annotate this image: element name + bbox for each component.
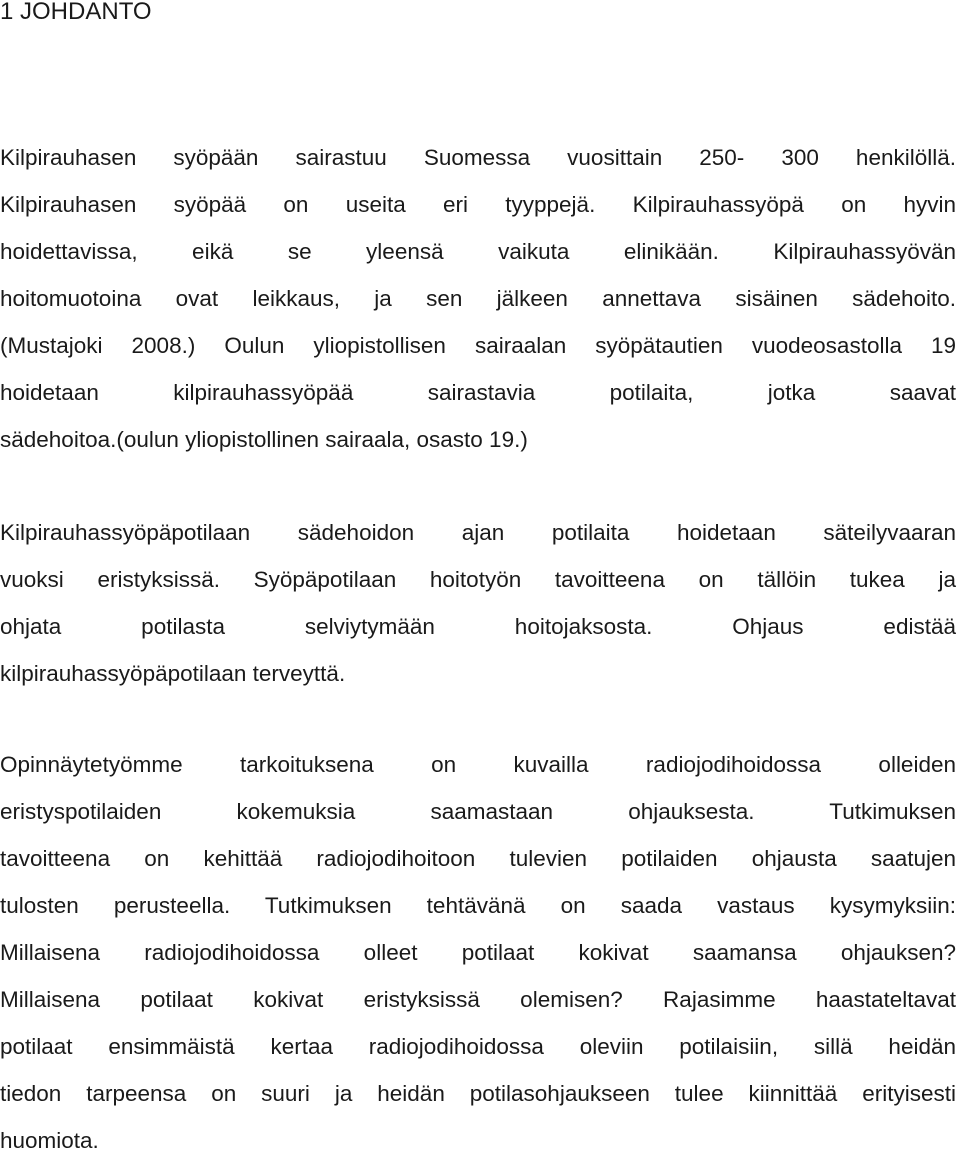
text-line: hoidettavissa, eikä se yleensä vaikuta elinikään. Kilpirauhassyövän bbox=[0, 239, 956, 264]
text-line: potilaat ensimmäistä kertaa radiojodihoidossa oleviin potilaisiin, sillä heidän bbox=[0, 1034, 956, 1059]
text-line: huomiota. bbox=[0, 1128, 99, 1153]
text-line: Millaisena radiojodihoidossa olleet potilaat kokivat saamansa ohjauksen? bbox=[0, 940, 956, 965]
paragraph-thesis-purpose bbox=[0, 741, 956, 1164]
text-line: tavoitteena on kehittää radiojodihoitoon tulevien potilaiden ohjausta saatujen bbox=[0, 846, 956, 871]
text-line: Kilpirauhassyöpäpotilaan sädehoidon ajan potilaita hoidetaan säteilyvaaran bbox=[0, 520, 956, 545]
text-line: Millaisena potilaat kokivat eristyksissä olemisen? Rajasimme haastateltavat bbox=[0, 987, 956, 1012]
paragraph-treatment bbox=[0, 509, 956, 697]
paragraph-introduction bbox=[0, 134, 956, 463]
text-line: tulosten perusteella. Tutkimuksen tehtävänä on saada vastaus kysymyksiin: bbox=[0, 893, 956, 918]
chapter-heading: 1 JOHDANTO bbox=[0, 0, 152, 25]
text-line: eristyspotilaiden kokemuksia saamastaan ohjauksesta. Tutkimuksen bbox=[0, 799, 956, 824]
text-line: kilpirauhassyöpäpotilaan terveyttä. bbox=[0, 661, 346, 686]
text-line: hoidetaan kilpirauhassyöpää sairastavia potilaita, jotka saavat bbox=[0, 380, 956, 405]
text-line: sädehoitoa.(oulun yliopistollinen sairaala, osasto 19.) bbox=[0, 427, 528, 452]
text-line: ohjata potilasta selviytymään hoitojaksosta. Ohjaus edistää bbox=[0, 614, 956, 639]
text-line: vuoksi eristyksissä. Syöpäpotilaan hoitotyön tavoitteena on tällöin tukea ja bbox=[0, 567, 956, 592]
text-line: Kilpirauhasen syöpään sairastuu Suomessa vuosittain 250- 300 henkilöllä. bbox=[0, 145, 956, 170]
text-line: tiedon tarpeensa on suuri ja heidän potilasohjaukseen tulee kiinnittää erityisesti bbox=[0, 1081, 956, 1106]
text-line: Opinnäytetyömme tarkoituksena on kuvailla radiojodihoidossa olleiden bbox=[0, 752, 956, 777]
text-line: (Mustajoki 2008.) Oulun yliopistollisen sairaalan syöpätautien vuodeosastolla 19 bbox=[0, 333, 956, 358]
text-line: hoitomuotoina ovat leikkaus, ja sen jälkeen annettava sisäinen sädehoito. bbox=[0, 286, 956, 311]
text-line: Kilpirauhasen syöpää on useita eri tyyppejä. Kilpirauhassyöpä on hyvin bbox=[0, 192, 956, 217]
